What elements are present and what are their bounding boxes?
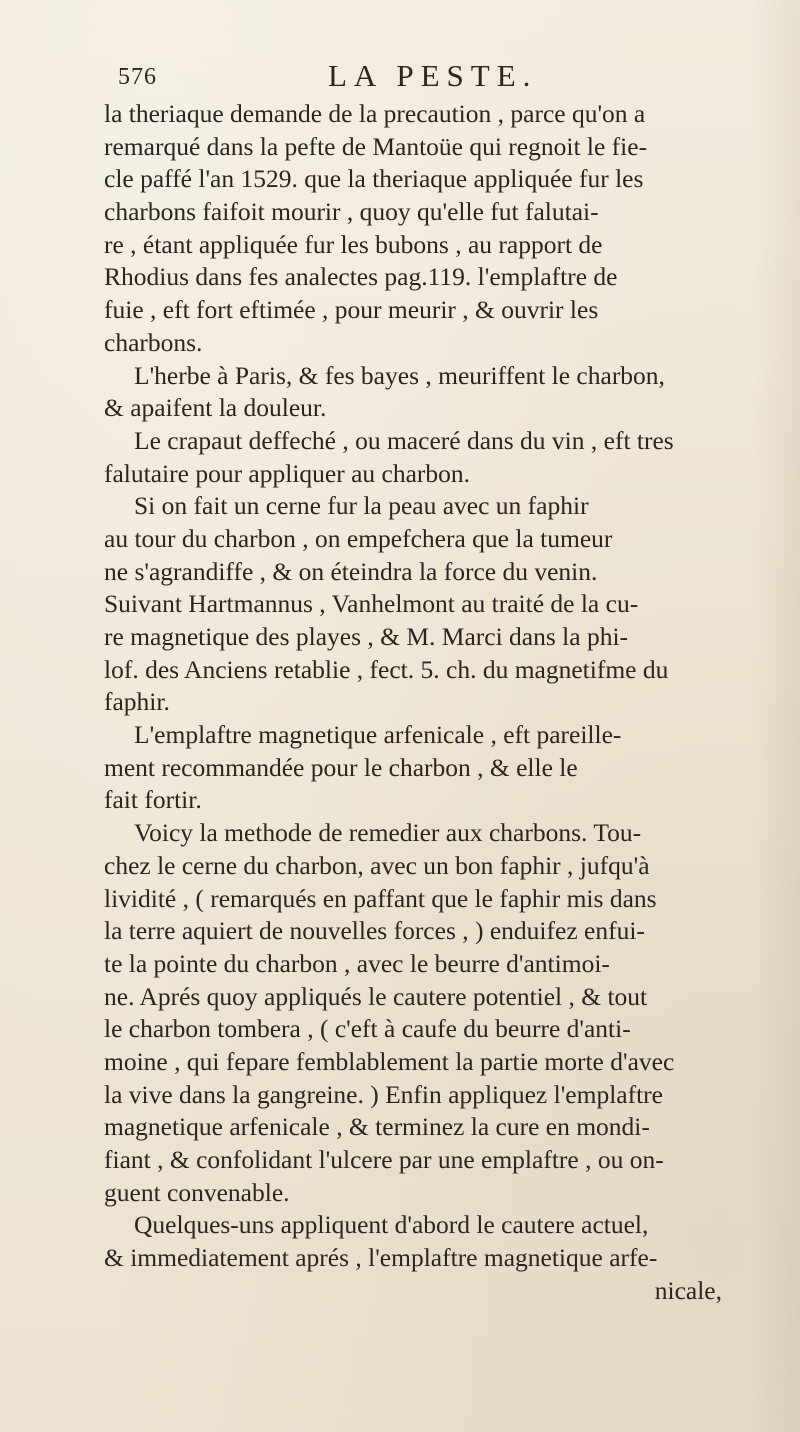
text-line: remarqué dans la pefte de Mantoüe qui regnoit le fie-	[104, 131, 648, 161]
text-line: te la pointe du charbon , avec le beurre d'antimoi-	[104, 948, 610, 978]
text-line: Rhodius dans fes analectes pag.119. l'emplaftre de	[104, 262, 618, 292]
text-line: L'emplaftre magnetique arfenicale , eft pareille-	[134, 720, 622, 750]
text-line: re , étant appliquée fur les bubons , au rapport de	[104, 229, 603, 259]
text-line: au tour du charbon , on empefchera que la tumeur	[104, 523, 613, 553]
text-line: la vive dans la gangreine. ) Enfin appliquez l'emplaftre	[104, 1079, 663, 1109]
text-line: lof. des Anciens retablie , fect. 5. ch. du magnetifme du	[104, 654, 669, 684]
text-line: & apaifent la douleur.	[104, 393, 327, 423]
page-number: 576	[118, 64, 157, 90]
text-line: & immediatement aprés , l'emplaftre magnetique arfe-	[104, 1243, 658, 1273]
text-line: fuie , eft fort eftimée , pour meurir , & ouvrir les	[104, 295, 599, 325]
body-text	[104, 98, 740, 1307]
text-line: Le crapaut deffeché , ou maceré dans du vin , eft tres	[134, 425, 674, 455]
text-line: cle paffé l'an 1529. que la theriaque appliquée fur les	[104, 164, 644, 194]
text-line: re magnetique des playes , & M. Marci dans la phi-	[104, 622, 629, 651]
text-line: moine , qui fepare femblablement la partie morte d'avec	[104, 1046, 675, 1076]
text-line: Voicy la methode de remedier aux charbons. Tou-	[134, 818, 642, 848]
text-line: charbons faifoit mourir , quoy qu'elle fut falutai-	[104, 197, 599, 227]
text-line: faphir.	[104, 687, 170, 717]
text-line: la theriaque demande de la precaution , parce qu'on a	[104, 99, 646, 128]
text-line: ne. Aprés quoy appliqués le cautere potentiel , & tout	[104, 981, 648, 1011]
page-header	[118, 56, 678, 96]
text-line: fiant , & confolidant l'ulcere par une emplaftre , ou on-	[104, 1145, 664, 1174]
text-line: lividité , ( remarqués en paffant que le faphir mis dans	[104, 883, 657, 913]
text-line: magnetique arfenicale , & terminez la cure en mondi-	[104, 1112, 650, 1142]
text-line: Suivant Hartmannus , Vanhelmont au traité de la cu-	[104, 589, 639, 619]
text-line: charbons.	[104, 327, 203, 357]
text-line: falutaire pour appliquer au charbon.	[104, 458, 471, 488]
text-line: chez le cerne du charbon, avec un bon faphir , jufqu'à	[104, 850, 650, 880]
text-line: la terre aquiert de nouvelles forces , ) enduifez enfui-	[104, 916, 645, 946]
catchword: nicale,	[654, 1275, 722, 1305]
text-line: Quelques-uns appliquent d'abord le cautere actuel,	[134, 1210, 649, 1240]
text-line: fait fortir.	[104, 785, 202, 815]
text-line: L'herbe à Paris, & fes bayes , meuriffent le charbon,	[134, 360, 665, 390]
text-line: le charbon tombera , ( c'eft à caufe du beurre d'anti-	[104, 1014, 631, 1044]
text-line: ment recommandée pour le charbon , & elle le	[104, 752, 578, 782]
text-line: Si on fait un cerne fur la peau avec un faphir	[134, 491, 589, 521]
text-line: guent convenable.	[104, 1177, 290, 1207]
running-title: LA PESTE.	[328, 58, 538, 93]
text-line: ne s'agrandiffe , & on éteindra la force du venin.	[104, 556, 598, 586]
